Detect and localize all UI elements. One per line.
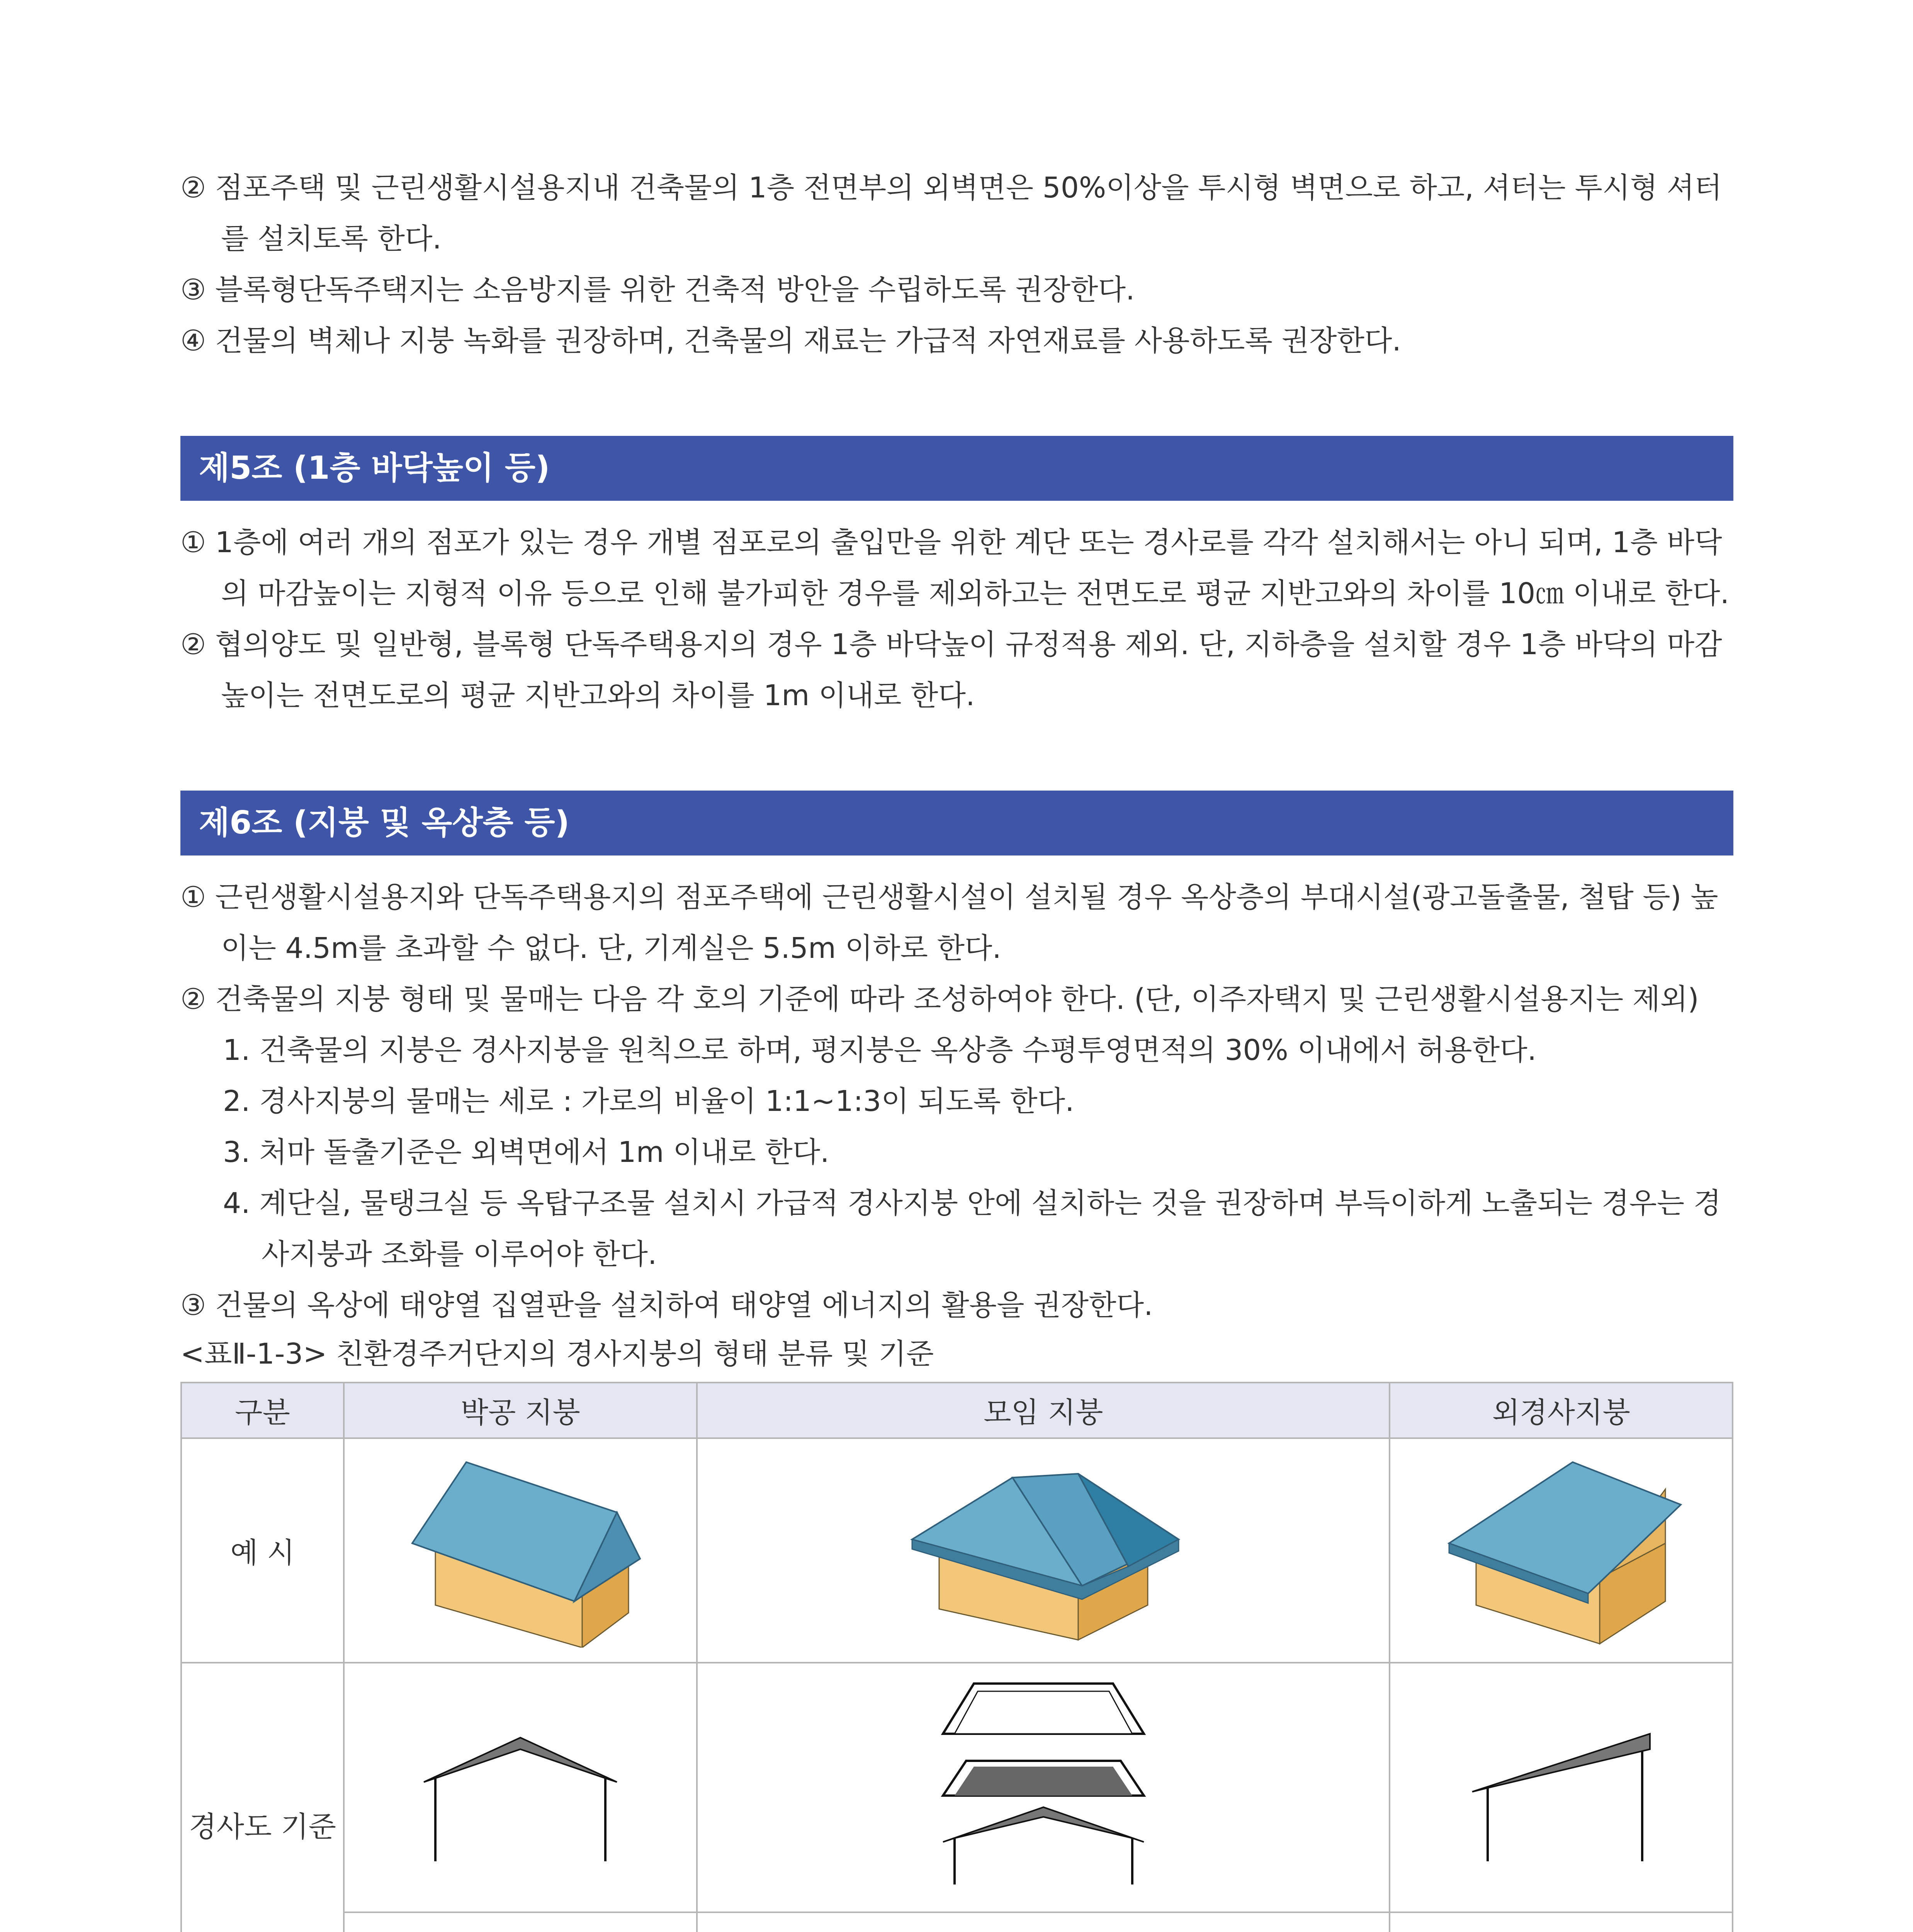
- article-6-subitem-1: 1. 건축물의 지붕은 경사지붕을 원칙으로 하며, 평지붕은 옥상층 수평투영면적의 30% 이내에서 허용한다.: [223, 1034, 1537, 1067]
- shed-roof-illustration: [1390, 1438, 1733, 1663]
- table-header-hip: 모임 지붕: [697, 1383, 1390, 1438]
- article-6-subitem-3: 3. 처마 돌출기준은 외벽면에서 1m 이내로 한다.: [223, 1136, 829, 1169]
- article-5-item-2: ② 협의양도 및 일반형, 블록형 단독주택용지의 경우 1층 바닥높이 규정적용 제외. 단, 지하층을 설치할 경우 1층 바닥의 마감높이는 전면도로의 평균 지반고와의 차이를 1m 이내로 한다.: [180, 628, 1722, 712]
- article-5-item-1: ① 1층에 여러 개의 점포가 있는 경우 개별 점포로의 출입만을 위한 계단 또는 경사로를 각각 설치해서는 아니 되며, 1층 바닥의 마감높이는 지형적 이유 등으로 인해 불가피한 경우를 제외하고는 전면도로 평균 지반고와의 차이를 10㎝ 이내로 한다.: [180, 526, 1730, 610]
- article-6-item-2: ② 건축물의 지붕 형태 및 물매는 다음 각 호의 기준에 따라 조성하여야 한다. (단, 이주자택지 및 근린생활시설용지는 제외): [180, 983, 1699, 1016]
- gable-slope-diagram: [344, 1663, 697, 1912]
- shed-slope-diagram: [1390, 1663, 1733, 1912]
- roof-type-table: [180, 1382, 1733, 1932]
- page-content: [180, 162, 1733, 1932]
- article-5-heading: 제5조 (1층 바닥높이 등): [180, 436, 1733, 501]
- shed-slope-ratio: [1390, 1912, 1733, 1932]
- row-label-slope: 경사도 기준: [181, 1663, 344, 1932]
- hip-slope-ratio: [697, 1912, 1390, 1932]
- gable-slope-ratio: [344, 1912, 697, 1932]
- intro-item-2: ② 점포주택 및 근린생활시설용지내 건축물의 1층 전면부의 외벽면은 50%이상을 투시형 벽면으로 하고, 셔터는 투시형 셔터를 설치토록 한다.: [180, 171, 1722, 255]
- intro-item-3: ③ 블록형단독주택지는 소음방지를 위한 건축적 방안을 수립하도록 권장한다.: [180, 273, 1135, 306]
- article-6-item-3: ③ 건물의 옥상에 태양열 집열판을 설치하여 태양열 에너지의 활용을 권장한다.: [180, 1289, 1153, 1322]
- table-caption: <표Ⅱ-1-3> 친환경주거단지의 경사지붕의 형태 분류 및 기준: [180, 1337, 934, 1371]
- article-6-subitem-4: 4. 계단실, 물탱크실 등 옥탑구조물 설치시 가급적 경사지붕 안에 설치하는 것을 권장하며 부득이하게 노출되는 경우는 경사지붕과 조화를 이루어야 한다.: [223, 1187, 1721, 1271]
- hip-slope-diagram: [697, 1663, 1390, 1912]
- table-header-shed: 외경사지붕: [1390, 1383, 1733, 1438]
- article-6-item-1: ① 근린생활시설용지와 단독주택용지의 점포주택에 근린생활시설이 설치될 경우 옥상층의 부대시설(광고돌출물, 철탑 등) 높이는 4.5m를 초과할 수 없다. 단, 기계실은 5.5m 이하로 한다.: [180, 881, 1718, 965]
- article-6-subitem-2: 2. 경사지붕의 물매는 세로 : 가로의 비율이 1:1~1:3이 되도록 한다.: [223, 1085, 1074, 1118]
- article-6-heading: 제6조 (지붕 및 옥상층 등): [180, 791, 1733, 855]
- table-header-gable: 박공 지붕: [344, 1383, 697, 1438]
- gable-roof-illustration: [344, 1438, 697, 1663]
- table-header-category: 구분: [181, 1383, 344, 1438]
- row-label-example: 예 시: [181, 1438, 344, 1663]
- hip-roof-illustration: [697, 1438, 1390, 1663]
- intro-item-4: ④ 건물의 벽체나 지붕 녹화를 권장하며, 건축물의 재료는 가급적 자연재료를 사용하도록 권장한다.: [180, 324, 1402, 357]
